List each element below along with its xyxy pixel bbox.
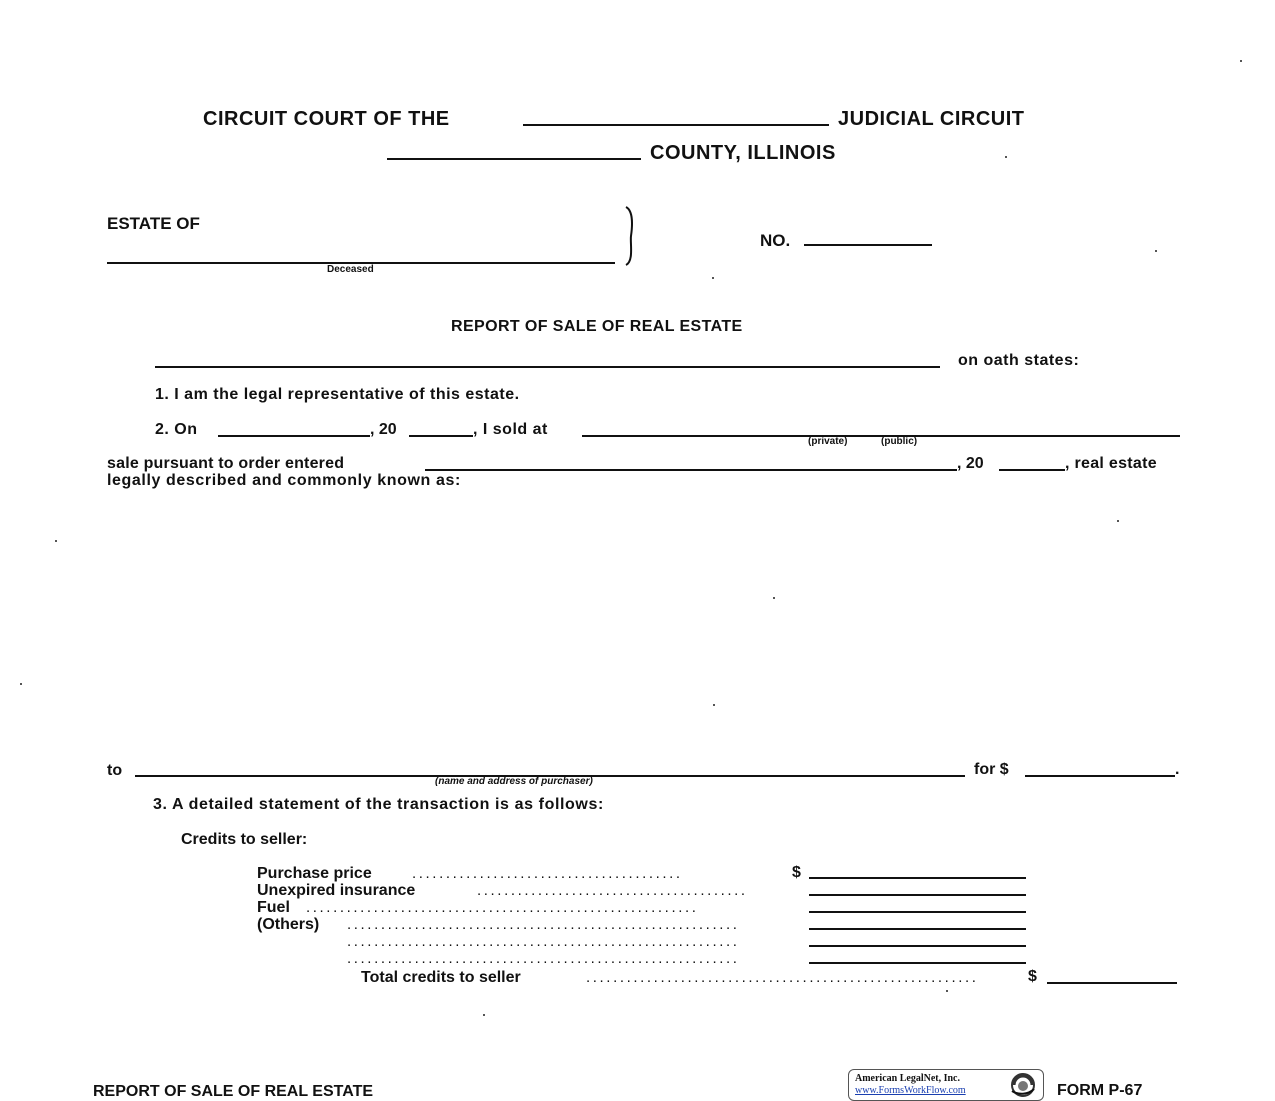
- logo-website-link[interactable]: www.FormsWorkFlow.com: [855, 1085, 966, 1096]
- leader-dots: ..........................................................: [347, 950, 740, 967]
- legal-description-area[interactable]: [107, 500, 1177, 750]
- fuel-blank[interactable]: [809, 911, 1026, 913]
- real-estate-text: , real estate: [1065, 455, 1157, 472]
- form-number: FORM P-67: [1057, 1082, 1143, 1099]
- leader-dots: ..........................................................: [347, 933, 740, 950]
- total-credits-blank[interactable]: [1047, 982, 1177, 984]
- item-2-twenty: , 20: [370, 421, 397, 438]
- court-heading-suffix: JUDICIAL CIRCUIT: [838, 108, 1025, 130]
- credit-row-label: Fuel: [257, 899, 290, 916]
- globe-icon: [1009, 1072, 1037, 1098]
- credits-heading: Credits to seller:: [181, 831, 308, 848]
- leader-dots: ..........................................................: [306, 899, 699, 916]
- leader-dots: ........................................: [412, 865, 683, 882]
- sale-year-blank[interactable]: [409, 435, 473, 437]
- unexpired-insurance-blank[interactable]: [809, 894, 1026, 896]
- county-heading: COUNTY, ILLINOIS: [650, 142, 836, 164]
- judicial-circuit-blank[interactable]: [523, 124, 829, 126]
- item-1-text: 1. I am the legal representative of this estate.: [155, 386, 520, 403]
- caption-brace: [620, 205, 640, 267]
- total-dollar-sign: $: [1028, 968, 1037, 985]
- legally-described-text: legally described and commonly known as:: [107, 472, 461, 489]
- sale-amount-blank[interactable]: [1025, 775, 1175, 777]
- order-entered-blank[interactable]: [425, 469, 957, 471]
- others-blank-2[interactable]: [809, 945, 1026, 947]
- credit-row-label: Purchase price: [257, 865, 372, 882]
- order-year-blank[interactable]: [999, 469, 1065, 471]
- logo-company-name: American LegalNet, Inc.: [855, 1073, 960, 1084]
- leader-dots: ..........................................................: [586, 969, 979, 986]
- item-2-on: 2. On: [155, 421, 198, 438]
- for-dollar-label: for $: [974, 761, 1009, 778]
- total-credits-label: Total credits to seller: [361, 969, 521, 986]
- leader-dots: ........................................: [477, 882, 748, 899]
- purchaser-caption: (name and address of purchaser): [435, 776, 593, 787]
- item-3-text: 3. A detailed statement of the transaction is as follows:: [153, 796, 604, 813]
- estate-of-label: ESTATE OF: [107, 214, 200, 233]
- footer-title: REPORT OF SALE OF REAL ESTATE: [93, 1083, 374, 1100]
- affiant-name-blank[interactable]: [155, 366, 940, 368]
- sale-date-blank[interactable]: [218, 435, 370, 437]
- sale-amount-period: .: [1175, 761, 1180, 778]
- court-heading-prefix: CIRCUIT COURT OF THE: [203, 108, 450, 130]
- county-blank[interactable]: [387, 158, 641, 160]
- others-blank-1[interactable]: [809, 928, 1026, 930]
- credit-dollar-sign: $: [792, 864, 801, 881]
- leader-dots: ..........................................................: [347, 916, 740, 933]
- case-number-blank[interactable]: [804, 244, 932, 246]
- form-title: REPORT OF SALE OF REAL ESTATE: [451, 318, 743, 335]
- sale-pursuant-text: sale pursuant to order entered: [107, 455, 345, 472]
- american-legalnet-logo[interactable]: [848, 1069, 1044, 1101]
- deceased-caption: Deceased: [327, 264, 374, 275]
- item-2-sold-at: , I sold at: [473, 421, 548, 438]
- case-number-label: NO.: [760, 231, 791, 250]
- to-label: to: [107, 762, 123, 779]
- private-caption: (private): [808, 436, 848, 447]
- on-oath-text: on oath states:: [958, 352, 1080, 369]
- purchase-price-blank[interactable]: [809, 877, 1026, 879]
- others-blank-3[interactable]: [809, 962, 1026, 964]
- credit-row-label: Unexpired insurance: [257, 882, 416, 899]
- order-twenty: , 20: [957, 455, 984, 472]
- public-caption: (public): [881, 436, 918, 447]
- credit-row-label: (Others): [257, 916, 320, 933]
